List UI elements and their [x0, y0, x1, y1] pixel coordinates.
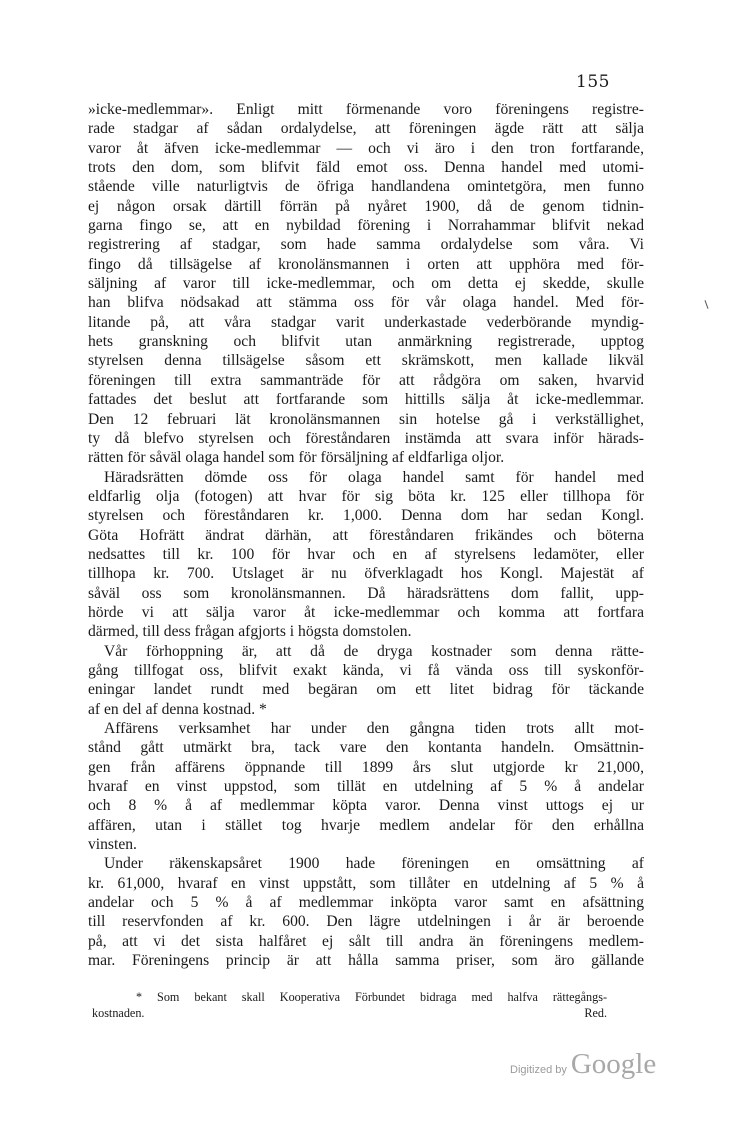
text-line: och 8 % å af medlemmar köpta varor. Denna vinst uttogs ej ur: [88, 797, 644, 815]
digitized-watermark: [510, 1048, 656, 1081]
text-line: föreningen till extra sammanträde för att rådgöra om saken, hvarvid: [88, 371, 644, 389]
footnote-line-2: [92, 1005, 607, 1021]
text-line: varor åt äfven icke-medlemmar — och vi äro i den tron fortfarande,: [88, 139, 644, 157]
text-line: Den 12 februari lät kronolänsmannen sin hotelse gå i verkställighet,: [88, 410, 644, 428]
text-line: gång tillfogat oss, blifvit exakt kända, vi få vända oss till syskonför-: [88, 661, 644, 679]
text-line: eningar landet rundt med begäran om ett litet bidrag för täckande: [88, 681, 644, 699]
footnote-line: * Som bekant skall Kooperativa Förbundet bidraga med halfva rättegångs-: [136, 990, 607, 1004]
text-line: af en del af denna kostnad. *: [88, 700, 267, 718]
text-line: Vår förhoppning är, att då de dryga kostnader som denna rätte-: [104, 642, 644, 660]
text-line: fattades det beslut att fortfarande som hittills sälja åt icke-medlemmar.: [88, 391, 644, 409]
text-line: rade stadgar af sådan ordalydelse, att föreningen ägde rätt att sälja: [88, 120, 644, 138]
text-line: registrering af stadgar, som hade samma ordalydelse som våra. Vi: [88, 236, 644, 254]
text-line: tillhopa kr. 700. Utslaget är nu öfverklagadt hos Kongl. Majestät af: [88, 565, 644, 583]
footnote-continuation: kostnaden.: [92, 1006, 145, 1020]
text-line: säljning af varor till icke-medlemmar, och om detta ej skedde, skulle: [88, 275, 644, 293]
text-line: Göta Hofrätt ändrat därhän, att föreståndaren frikändes och böterna: [88, 526, 644, 544]
footnote: [92, 989, 607, 1021]
text-line: Affärens verksamhet har under den gångna tiden trots allt mot-: [104, 720, 644, 737]
google-logo: Google: [570, 1048, 657, 1080]
text-line: fingo då tillsägelse af kronolänsmannen i orten att upphöra med för-: [88, 255, 644, 273]
text-line: hets granskning och blifvit utan anmärkning registrerade, upptog: [88, 333, 644, 351]
text-line: styrelsen och föreståndaren kr. 1,000. Denna dom har sedan Kongl.: [88, 507, 644, 525]
body-text: [88, 100, 644, 970]
text-line: affären, utan i stället tog hvarje medlem andelar för den erhållna: [88, 816, 644, 834]
text-line: stånd gått utmärkt bra, tack vare den kontanta handeln. Omsättnin-: [88, 739, 644, 757]
text-line: Häradsrätten dömde oss för olaga handel samt för handel med: [104, 468, 644, 486]
text-line: därmed, till dess frågan afgjorts i högsta domstolen.: [88, 623, 412, 641]
text-line: stående ville naturligtvis de öfriga handlandena omintetgöra, men funno: [88, 178, 644, 196]
text-line: litande på, att våra stadgar varit underkastade vederbörande myndig-: [88, 313, 644, 331]
text-line: Under räkenskapsåret 1900 hade föreningen en omsättning af: [104, 855, 644, 873]
text-line: mar. Föreningens princip är att hålla samma priser, som äro gällande: [88, 952, 644, 970]
text-line: ej någon orsak därtill förrän på nyåret 1900, då de genom tidnin-: [88, 197, 644, 215]
text-line: han blifva nödsakad att stämma oss för vår olaga handel. Med för-: [88, 294, 644, 312]
text-line: kr. 61,000, hvaraf en vinst uppstått, som tillåter en utdelning af 5 % å: [88, 874, 644, 892]
watermark-prefix: Digitized by: [510, 1064, 567, 1076]
paragraph: [88, 854, 644, 970]
paragraph: [88, 719, 644, 854]
text-line: till reservfonden af kr. 600. Den lägre utdelningen i år är beroende: [88, 913, 644, 931]
text-line: vinsten.: [88, 836, 137, 854]
text-line: nedsattes till kr. 100 för hvar och en af styrelsens ledamöter, eller: [88, 545, 644, 563]
text-line: styrelsen denna tillsägelse såsom ett skrämskott, men kallade likväl: [88, 352, 644, 370]
footnote-signature: Red.: [584, 1006, 607, 1020]
text-line: hvaraf en vinst uppstod, som tillät en utdelning af 5 % å andelar: [88, 778, 644, 796]
text-line: garna fingo se, att en nybildad förening i Norrahammar blifvit nekad: [88, 217, 644, 235]
paragraph: [88, 642, 644, 719]
text-line: andelar och 5 % å af medlemmar inköpta varor samt en afsättning: [88, 894, 644, 912]
stray-mark: [704, 300, 708, 309]
text-line: ty då blefvo styrelsen och föreståndaren instämda att svara inför härads-: [88, 429, 644, 447]
text-line: »icke-medlemmar». Enligt mitt förmenande voro föreningens registre-: [88, 101, 644, 118]
text-line: rätten för såväl olaga handel som för försäljning af eldfarliga oljor.: [88, 449, 505, 467]
text-line: såväl oss som kronolänsmannen. Då häradsrättens dom fallit, upp-: [88, 584, 644, 602]
paragraph: [88, 100, 644, 468]
text-line: eldfarlig olja (fotogen) att hvar för sig böta kr. 125 eller tillhopa för: [88, 487, 644, 505]
paragraph: [88, 468, 644, 642]
text-line: på, att vi det sista halfåret ej sålt till andra än föreningens medlem-: [88, 932, 644, 950]
text-line: gen från affärens öppnande till 1899 års slut utgjorde kr 21,000,: [88, 758, 644, 776]
page-number: 155: [576, 72, 610, 92]
text-line: hörde vi att sälja varor åt icke-medlemmar och komma att fortfara: [88, 603, 644, 621]
text-line: trots den dom, som blifvit fäld emot oss. Denna handel med utomi-: [88, 159, 644, 177]
